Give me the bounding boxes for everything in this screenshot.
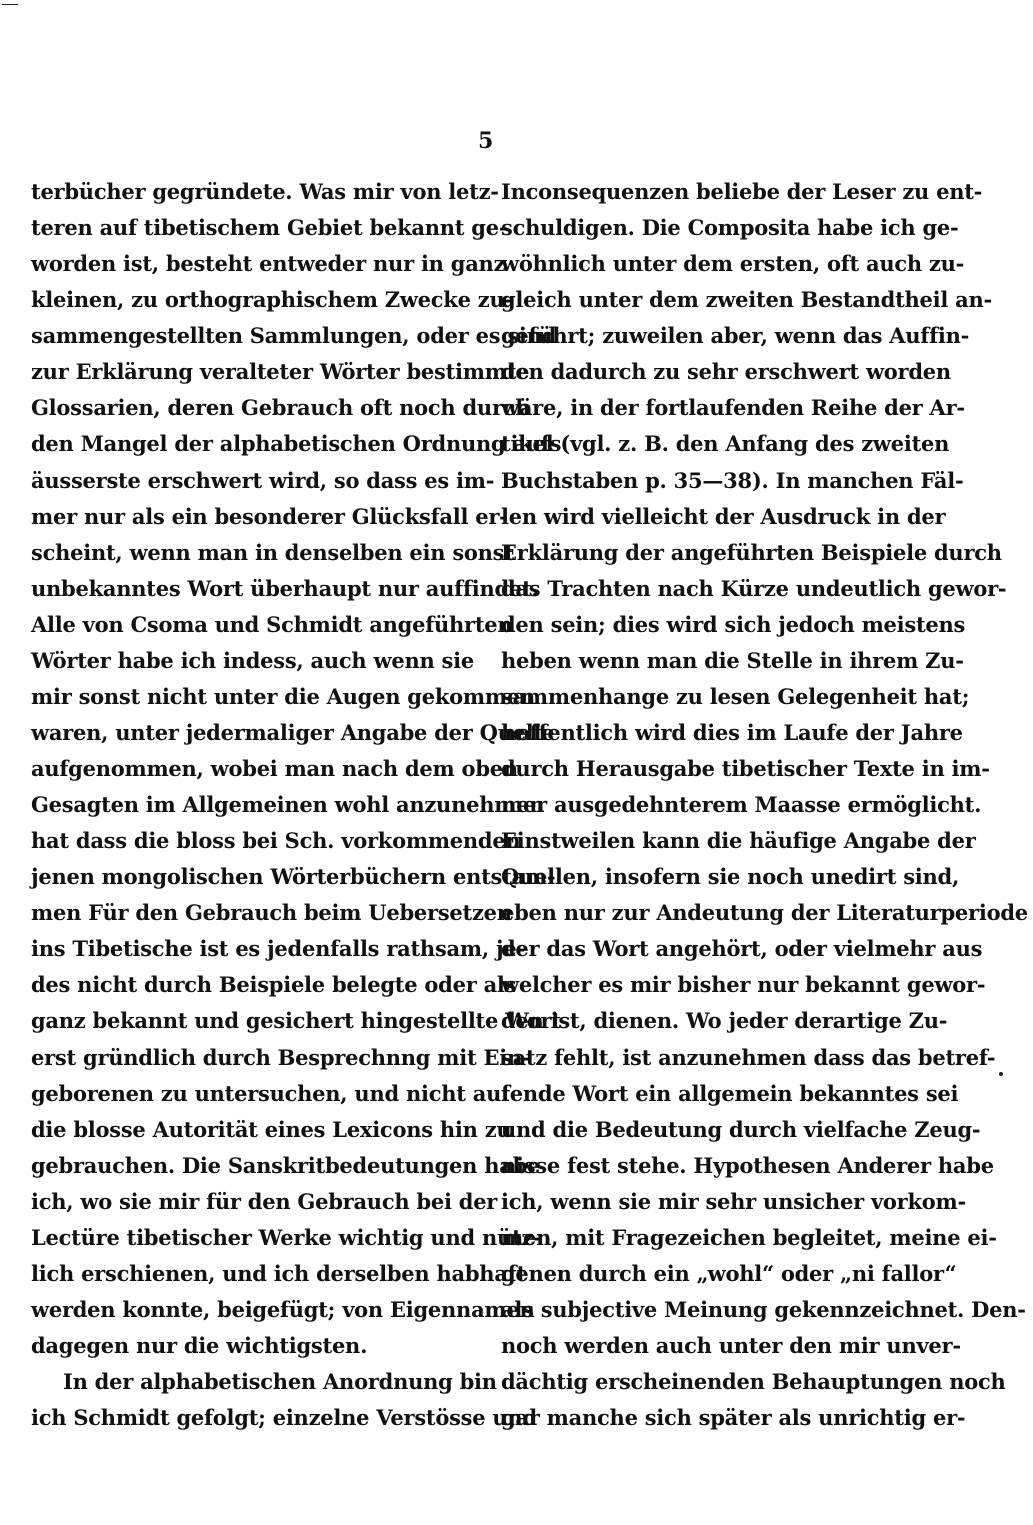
text-line: Buchstaben p. 35—38). In manchen Fäl- xyxy=(501,467,964,493)
text-line: aufgenommen, wobei man nach dem oben xyxy=(31,756,518,781)
text-line: kleinen, zu orthographischem Zwecke zu- xyxy=(31,287,513,313)
text-line: len wird vielleicht der Ausdruck in der xyxy=(501,503,946,529)
text-line: Glossarien, deren Gebrauch oft noch durch xyxy=(31,395,531,421)
text-line: gar manche sich später als unrichtig er- xyxy=(501,1405,966,1431)
text-line: durch Herausgabe tibetischer Texte in im- xyxy=(501,756,990,781)
text-line: als subjective Meinung gekennzeichnet. Den- xyxy=(501,1296,1026,1322)
text-line: Lectüre tibetischer Werke wichtig und nütz- xyxy=(31,1224,542,1250)
text-line: den ist, dienen. Wo jeder derartige Zu- xyxy=(501,1008,948,1034)
text-line: Quellen, insofern sie noch unedirt sind, xyxy=(501,864,960,890)
text-line: eben nur zur Andeutung der Literaturperiode xyxy=(501,900,1028,926)
text-line: dächtig erscheinenden Behauptungen noch xyxy=(501,1369,1006,1395)
paragraph-start-line: In der alphabetischen Anordnung bin xyxy=(63,1369,497,1395)
text-line: den Mangel der alphabetischen Ordnung aufs xyxy=(31,431,562,457)
text-line: jenen mongolischen Wörterbüchern entstam- xyxy=(31,864,556,890)
text-line: wäre, in der fortlaufenden Reihe der Ar- xyxy=(501,395,965,421)
text-line: werden konnte, beigefügt; von Eigennamen xyxy=(31,1296,535,1322)
text-line: der das Wort angehört, oder vielmehr aus xyxy=(501,936,983,962)
left-column xyxy=(31,174,562,1436)
text-line: gebrauchen. Die Sanskritbedeutungen habe xyxy=(31,1152,541,1178)
text-line: ich, wenn sie mir sehr unsicher vorkom- xyxy=(501,1188,966,1214)
text-line: gleich unter dem zweiten Bestandtheil an- xyxy=(501,287,993,313)
text-line: Gesagten im Allgemeinen wohl anzunehmen xyxy=(31,792,545,818)
text-line: noch werden auch unter den mir unver- xyxy=(501,1333,961,1358)
page-number: 5 xyxy=(478,128,494,154)
text-line: heben wenn man die Stelle in ihrem Zu- xyxy=(501,647,964,673)
text-line: ins Tibetische ist es jedenfalls rathsam, je- xyxy=(31,936,525,962)
text-line: hat dass die bloss bei Sch. vorkommenden xyxy=(31,828,521,854)
text-line: hoffentlich wird dies im Laufe der Jahre xyxy=(501,719,963,745)
text-line: welcher es mir bisher nur bekannt gewor- xyxy=(501,972,986,998)
text-line: ich, wo sie mir für den Gebrauch bei der xyxy=(31,1188,498,1214)
text-line: das Trachten nach Kürze undeutlich gewor- xyxy=(501,575,1007,601)
text-line: men Für den Gebrauch beim Uebersetzen xyxy=(31,900,512,926)
text-line: nisse fest stehe. Hypothesen Anderer habe xyxy=(501,1152,994,1178)
text-line: zur Erklärung veralteter Wörter bestimmte xyxy=(31,359,530,385)
text-line: erst gründlich durch Besprechnng mit Ein- xyxy=(31,1044,531,1070)
text-line: Wörter habe ich indess, auch wenn sie xyxy=(31,647,474,673)
text-line: Einstweilen kann die häufige Angabe der xyxy=(501,828,976,854)
text-line: lich erschienen, und ich derselben habhaft xyxy=(31,1260,526,1286)
paragraph-end-line: dagegen nur die wichtigsten. xyxy=(31,1333,368,1358)
text-line: tikel (vgl. z. B. den Anfang des zweiten xyxy=(501,431,950,457)
text-line: teren auf tibetischem Gebiet bekannt ge- xyxy=(31,215,508,241)
text-line: schuldigen. Die Composita habe ich ge- xyxy=(501,215,959,241)
text-line: men, mit Fragezeichen begleitet, meine ei- xyxy=(501,1224,997,1250)
scan-speck xyxy=(999,1072,1003,1076)
text-line: waren, unter jedermaliger Angabe der Quelle xyxy=(31,719,555,745)
text-line: worden ist, besteht entweder nur in ganz xyxy=(31,251,506,277)
scan-edge-mark xyxy=(2,4,18,5)
text-line: unbekanntes Wort überhaupt nur auffindet. xyxy=(31,575,539,601)
text-line: mer nur als ein besonderer Glücksfall er- xyxy=(31,503,508,529)
text-line: sammenhange zu lesen Gelegenheit hat; xyxy=(501,683,970,709)
text-line: fende Wort ein allgemein bekanntes sei xyxy=(501,1080,959,1106)
text-line: terbücher gegründete. Was mir von letz- xyxy=(31,179,499,204)
text-line: mir sonst nicht unter die Augen gekommen xyxy=(31,683,535,709)
text-line: die blosse Autorität eines Lexicons hin zu xyxy=(31,1116,512,1142)
text-line: scheint, wenn man in denselben ein sonst xyxy=(31,539,514,565)
text-line: sammengestellten Sammlungen, oder es sind xyxy=(31,323,557,349)
text-line: mer ausgedehnterem Maasse ermöglicht. xyxy=(501,792,982,818)
text-line: ich Schmidt gefolgt; einzelne Verstösse und xyxy=(31,1405,537,1431)
text-line: Inconsequenzen beliebe der Leser zu ent- xyxy=(501,179,983,204)
text-line: den dadurch zu sehr erschwert worden xyxy=(501,359,951,385)
text-line: satz fehlt, ist anzunehmen dass das betref- xyxy=(501,1044,996,1070)
text-line: wöhnlich unter dem ersten, oft auch zu- xyxy=(501,251,965,277)
text-line: genen durch ein „wohl“ oder „ni fallor“ xyxy=(501,1260,957,1286)
text-line: ganz bekannt und gesichert hingestellte Wort xyxy=(31,1008,561,1034)
text-line: den sein; dies wird sich jedoch meistens xyxy=(501,611,966,637)
text-line: Erklärung der angeführten Beispiele durch xyxy=(501,539,1002,565)
text-line: des nicht durch Beispiele belegte oder als xyxy=(31,972,517,998)
right-column xyxy=(501,174,1028,1436)
text-line: Alle von Csoma und Schmidt angeführten xyxy=(31,611,513,637)
text-line: geführt; zuweilen aber, wenn das Auffin- xyxy=(501,323,970,349)
text-line: äusserste erschwert wird, so dass es im- xyxy=(31,467,495,493)
text-line: und die Bedeutung durch vielfache Zeug- xyxy=(501,1116,981,1142)
text-line: geborenen zu untersuchen, und nicht auf xyxy=(31,1080,510,1106)
